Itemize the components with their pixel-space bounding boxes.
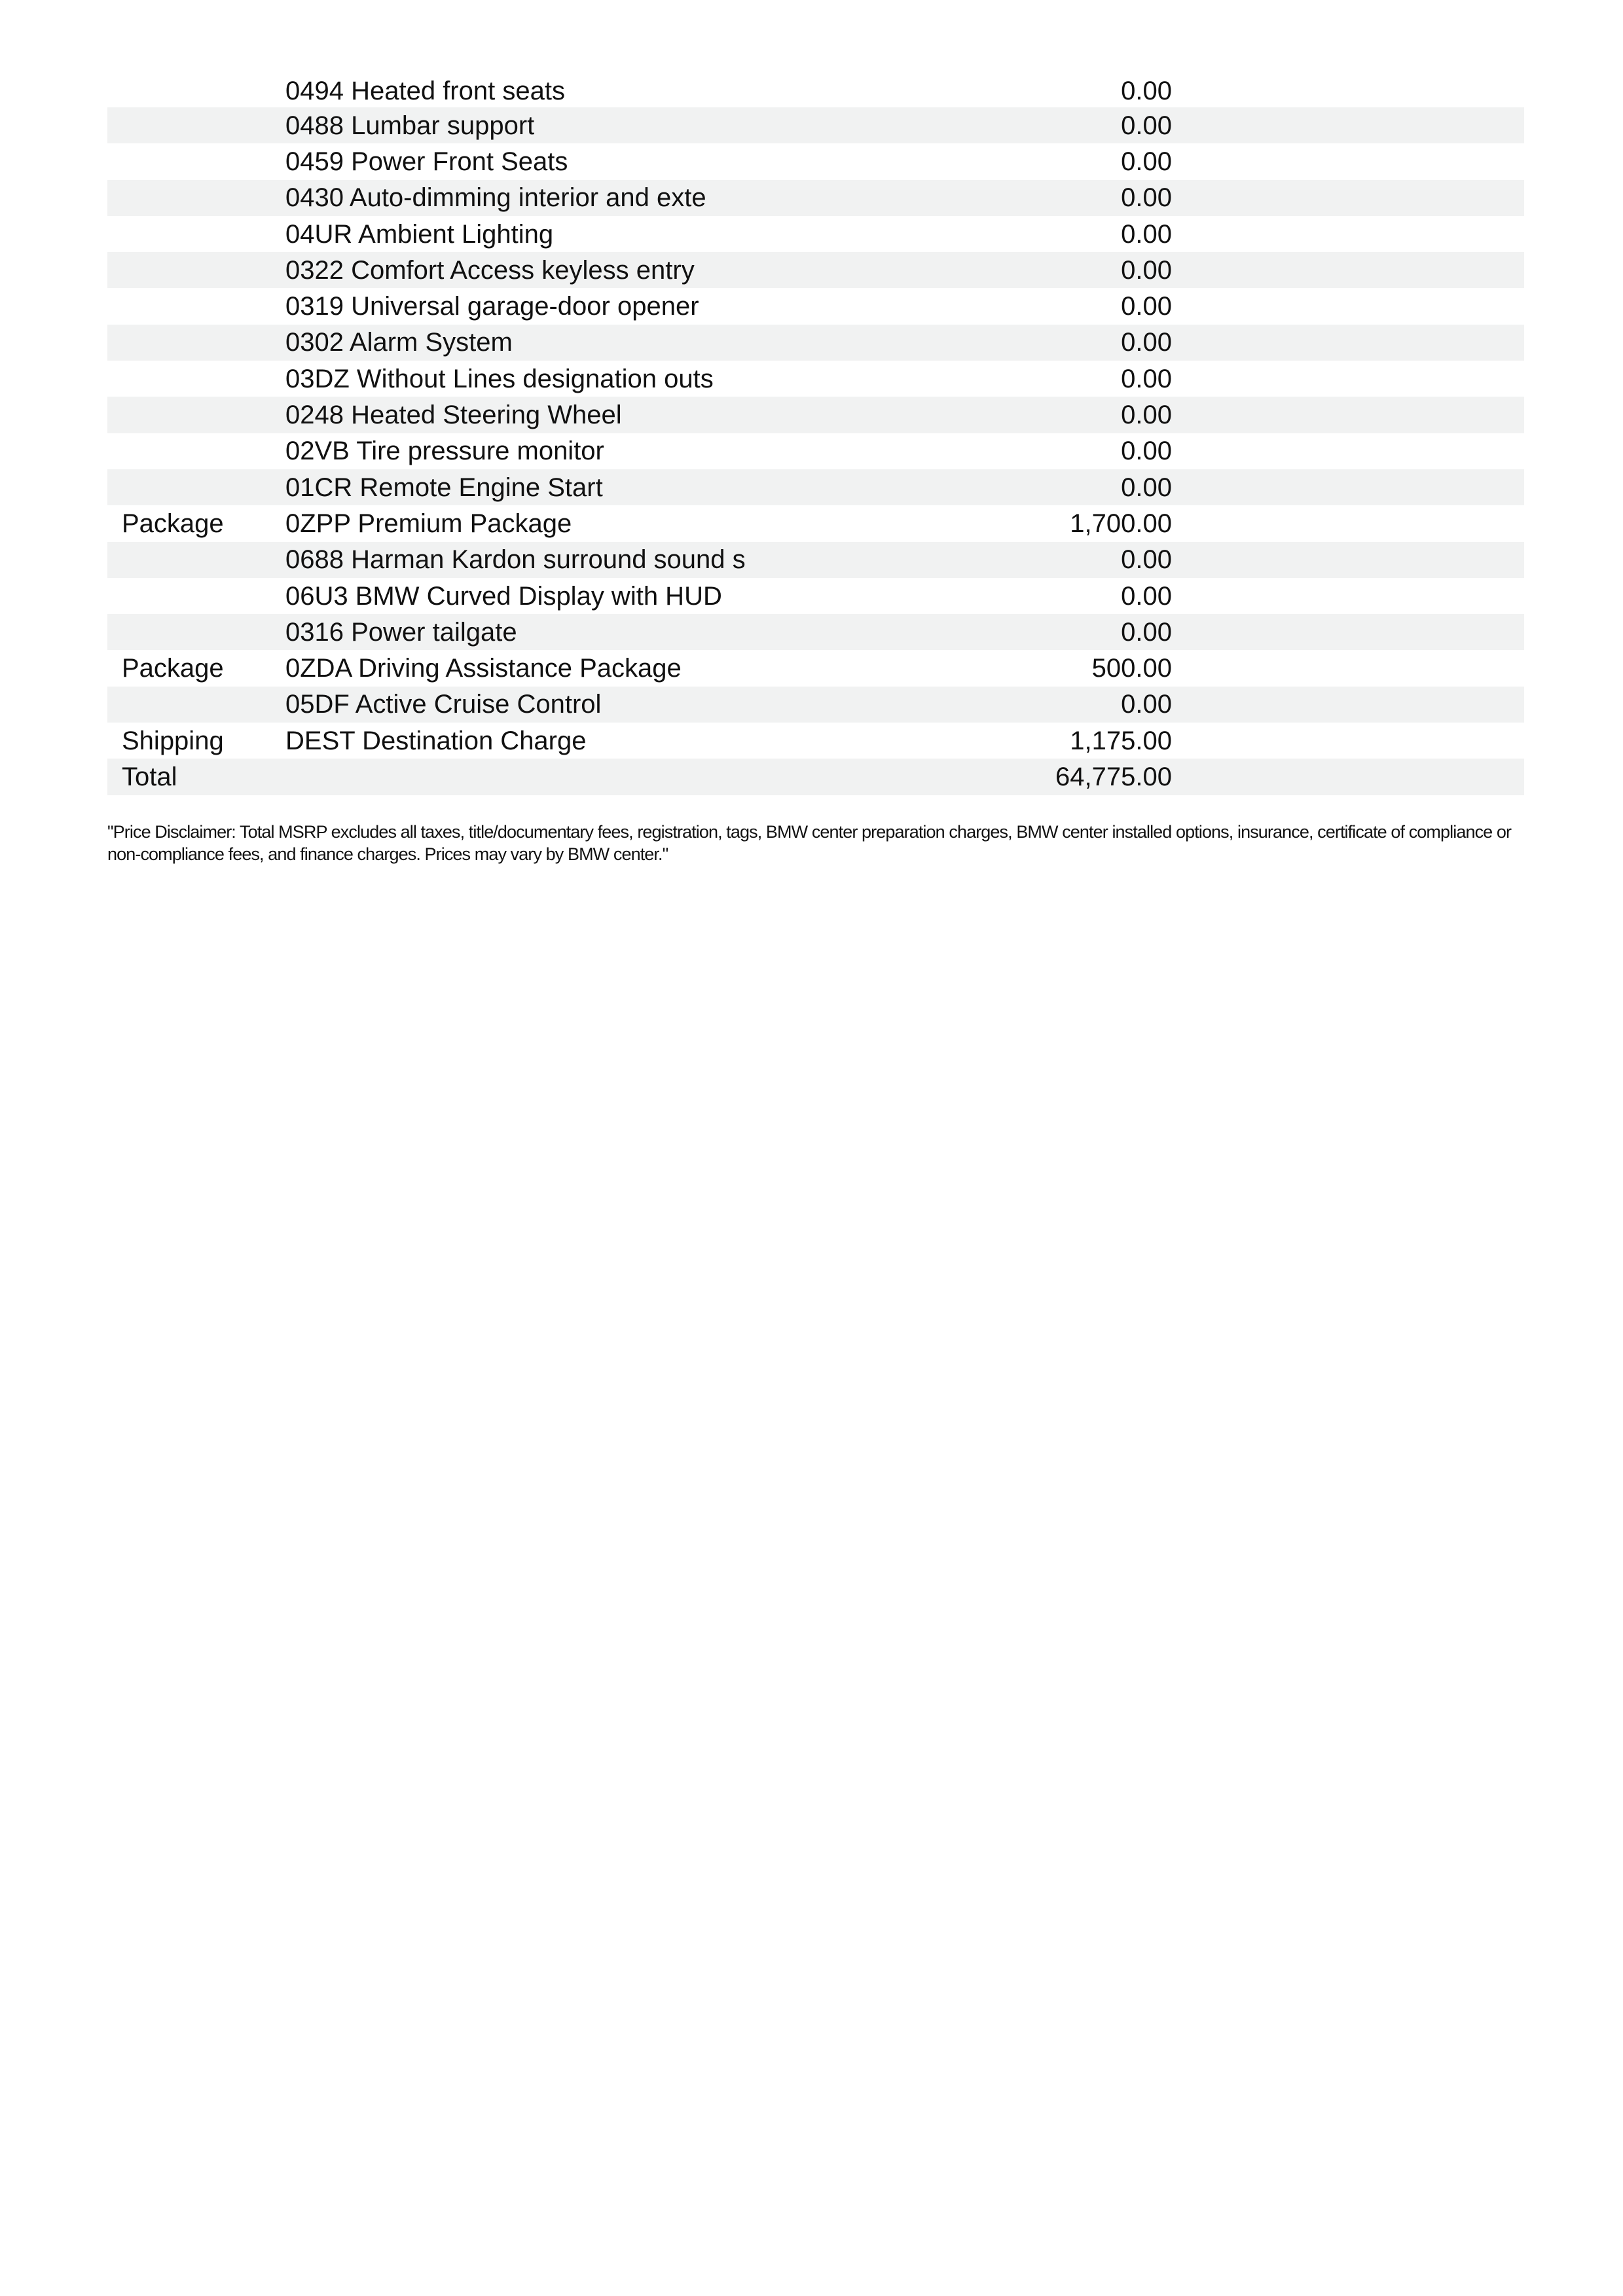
row-price: 0.00 [1121,690,1172,719]
row-description: 0302 Alarm System [285,328,513,357]
table-row [107,687,1524,723]
row-description: 06U3 BMW Curved Display with HUD [285,581,722,611]
row-price: 0.00 [1121,581,1172,611]
table-row [107,542,1524,578]
total-row [107,759,1524,795]
table-row [107,469,1524,505]
table-row [107,578,1524,614]
table-row [107,397,1524,433]
row-description: 0322 Comfort Access keyless entry [285,255,695,285]
row-price: 1,700.00 [1070,509,1172,538]
row-description: 0248 Heated Steering Wheel [285,401,622,430]
total-label: Total [122,762,177,791]
row-price: 0.00 [1121,364,1172,393]
row-description: 0488 Lumbar support [285,111,535,140]
row-description: 0319 Universal garage-door opener [285,292,699,321]
row-price: 0.00 [1121,219,1172,249]
row-description: 05DF Active Cruise Control [285,690,602,719]
row-price: 0.00 [1121,545,1172,575]
row-category: Package [122,509,224,538]
table-row [107,325,1524,361]
table-row [107,433,1524,469]
table-row [107,143,1524,179]
row-price: 0.00 [1121,292,1172,321]
row-description: 0494 Heated front seats [285,77,565,105]
row-description: 04UR Ambient Lighting [285,219,554,249]
row-price: 0.00 [1121,328,1172,357]
row-description: 01CR Remote Engine Start [285,473,603,502]
row-description: 0316 Power tailgate [285,617,517,647]
row-price: 1,175.00 [1070,726,1172,755]
row-category: Shipping [122,726,224,755]
row-description: 0ZDA Driving Assistance Package [285,654,682,683]
row-description: 0688 Harman Kardon surround sound s [285,545,746,575]
row-price: 0.00 [1121,111,1172,140]
row-price: 500.00 [1091,654,1172,683]
row-price: 0.00 [1121,147,1172,176]
row-price: 0.00 [1121,77,1172,105]
table-row [107,505,1524,541]
row-description: 0459 Power Front Seats [285,147,568,176]
row-price: 0.00 [1121,437,1172,466]
row-category: Package [122,654,224,683]
row-description: 03DZ Without Lines designation outs [285,364,714,393]
price-table [107,75,1524,795]
table-row [107,180,1524,216]
row-price: 0.00 [1121,255,1172,285]
row-description: 0430 Auto-dimming interior and exte [285,183,706,213]
table-row [107,216,1524,252]
row-price: 0.00 [1121,473,1172,502]
table-row [107,614,1524,650]
price-disclaimer: "Price Disclaimer: Total MSRP excludes all taxes, title/documentary fees, registration, tags, BMW center preparation charges, BMW center installed options, insurance, certificate of compliance or non-compliance fees, and finance charges. Prices may vary by BMW center." [107,822,1512,864]
row-price: 0.00 [1121,183,1172,213]
row-description: 0ZPP Premium Package [285,509,572,538]
row-description: DEST Destination Charge [285,726,587,755]
table-row [107,650,1524,686]
table-row [107,361,1524,397]
table-row [107,723,1524,759]
table-row [107,107,1524,143]
total-price: 64,775.00 [1055,762,1172,791]
row-price: 0.00 [1121,401,1172,430]
table-row [107,75,1524,107]
row-description: 02VB Tire pressure monitor [285,437,604,466]
row-price: 0.00 [1121,617,1172,647]
table-row [107,252,1524,288]
table-row [107,288,1524,324]
